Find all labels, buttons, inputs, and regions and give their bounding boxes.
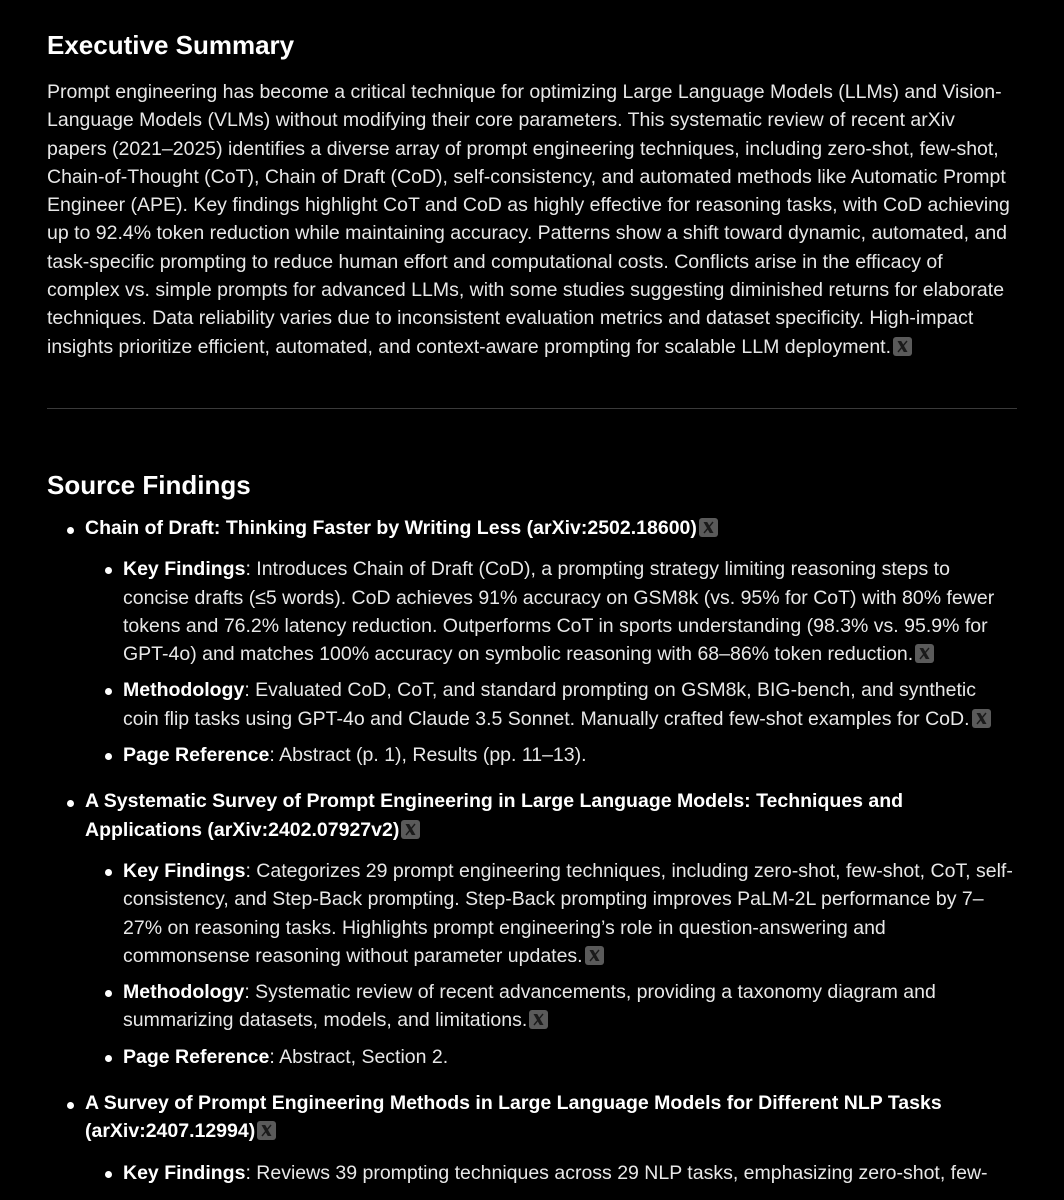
executive-summary-heading: Executive Summary bbox=[47, 30, 295, 60]
x-citation-icon[interactable] bbox=[972, 709, 991, 728]
key-findings-text: : Categorizes 29 prompt engineering techniques, including zero-shot, few-shot, CoT, self-consistency, and Step-Back prompting. Step-Back prompting improves PaLM-2L performance by 7–27% on reasoning tasks. Highlights prompt engineering’s role in question-answering and commonsense reasoning without parameter updates. bbox=[123, 859, 1013, 967]
page-reference-item bbox=[85, 741, 1017, 769]
x-citation-icon[interactable] bbox=[915, 644, 934, 663]
bullet-icon bbox=[105, 753, 112, 760]
summary-paragraph: Prompt engineering has become a critical technique for optimizing Large Language Models (LLMs) and Vision-Language Models (VLMs) without modifying their core parameters. This systematic review of recent arXiv papers (2021–2025) identifies a diverse array of prompt engineering techniques, including zero-shot, few-shot, Chain-of-Thought (CoT), Chain of Draft (CoD), self-consistency, and automated methods like Automatic Prompt Engineer (APE). Key findings highlight CoT and CoD as highly effective for reasoning tasks, with CoD achieving up to 92.4% token reduction while maintaining accuracy. Patterns show a shift toward dynamic, automated, and task-specific prompting to reduce human effort and computational costs. Conflicts arise in the efficacy of complex vs. simple prompts for advanced LLMs, with some studies suggesting diminished returns for elaborate techniques. Data reliability varies due to inconsistent evaluation metrics and dataset specificity. High-impact insights prioritize efficient, automated, and context-aware prompting for scalable LLM deployment. bbox=[47, 81, 1010, 358]
page-reference-text: : Abstract, Section 2. bbox=[269, 1045, 449, 1068]
source-item bbox=[47, 1089, 1017, 1187]
section-divider bbox=[47, 408, 1017, 409]
bullet-icon bbox=[105, 1171, 112, 1178]
page-reference-text: : Abstract (p. 1), Results (pp. 11–13). bbox=[269, 744, 587, 767]
methodology-item bbox=[85, 676, 1017, 733]
source-findings-heading: Source Findings bbox=[47, 469, 251, 500]
bullet-icon bbox=[105, 688, 112, 695]
source-details bbox=[85, 555, 1017, 769]
x-citation-icon[interactable] bbox=[585, 946, 604, 965]
source-title bbox=[85, 514, 1017, 542]
methodology-label: Methodology bbox=[123, 981, 245, 1004]
bullet-icon bbox=[67, 1102, 74, 1109]
source-title bbox=[85, 787, 1017, 844]
executive-summary-text bbox=[47, 78, 1017, 361]
source-item bbox=[47, 514, 1017, 769]
key-findings-item bbox=[85, 555, 1017, 668]
page-reference-label: Page Reference bbox=[123, 1045, 270, 1068]
source-list bbox=[47, 514, 1017, 1187]
methodology-text: : Evaluated CoD, CoT, and standard prompting on GSM8k, BIG-bench, and synthetic coin flip tasks using GPT-4o and Claude 3.5 Sonnet. Manually crafted few-shot examples for CoD. bbox=[123, 679, 976, 730]
source-title-text: Chain of Draft: Thinking Faster by Writing Less (arXiv:2502.18600) bbox=[85, 516, 697, 539]
source-item bbox=[47, 787, 1017, 1071]
key-findings-item bbox=[85, 857, 1017, 970]
methodology-text: : Systematic review of recent advancements, providing a taxonomy diagram and summarizing datasets, models, and limitations. bbox=[123, 981, 936, 1032]
bullet-icon bbox=[105, 567, 112, 574]
bullet-icon bbox=[67, 800, 74, 807]
page-reference-label: Page Reference bbox=[123, 744, 270, 767]
key-findings-text: : Reviews 39 prompting techniques across 29 NLP tasks, emphasizing zero-shot, few- bbox=[245, 1161, 988, 1184]
key-findings-text: : Introduces Chain of Draft (CoD), a prompting strategy limiting reasoning steps to concise drafts (≤5 words). CoD achieves 91% accuracy on GSM8k (vs. 95% for CoT) with 80% fewer tokens and 76.2% latency reduction. Outperforms CoT in sports understanding (98.3% vs. 95.9% for GPT-4o) and matches 100% accuracy on symbolic reasoning with 68–86% token reduction. bbox=[123, 558, 995, 666]
x-citation-icon[interactable] bbox=[893, 337, 912, 356]
bullet-icon bbox=[105, 869, 112, 876]
bullet-icon bbox=[67, 527, 74, 534]
source-title-text: A Survey of Prompt Engineering Methods in Large Language Models for Different NLP Tasks (arXiv:2407.12994) bbox=[85, 1092, 942, 1143]
key-findings-label: Key Findings bbox=[123, 859, 246, 882]
document-content bbox=[47, 26, 1017, 1200]
x-citation-icon[interactable] bbox=[401, 820, 420, 839]
methodology-label: Methodology bbox=[123, 679, 245, 702]
key-findings-item bbox=[85, 1159, 1017, 1187]
source-details bbox=[85, 857, 1017, 1071]
source-title bbox=[85, 1089, 1017, 1146]
x-citation-icon[interactable] bbox=[529, 1010, 548, 1029]
source-details bbox=[85, 1159, 1017, 1187]
source-title-text: A Systematic Survey of Prompt Engineering in Large Language Models: Techniques and Applications (arXiv:2402.07927v2) bbox=[85, 790, 904, 841]
page-reference-item bbox=[85, 1043, 1017, 1071]
key-findings-label: Key Findings bbox=[123, 1161, 246, 1184]
x-citation-icon[interactable] bbox=[257, 1121, 276, 1140]
bullet-icon bbox=[105, 990, 112, 997]
bullet-icon bbox=[105, 1055, 112, 1062]
x-citation-icon[interactable] bbox=[699, 518, 718, 537]
key-findings-label: Key Findings bbox=[123, 558, 246, 581]
methodology-item bbox=[85, 978, 1017, 1035]
